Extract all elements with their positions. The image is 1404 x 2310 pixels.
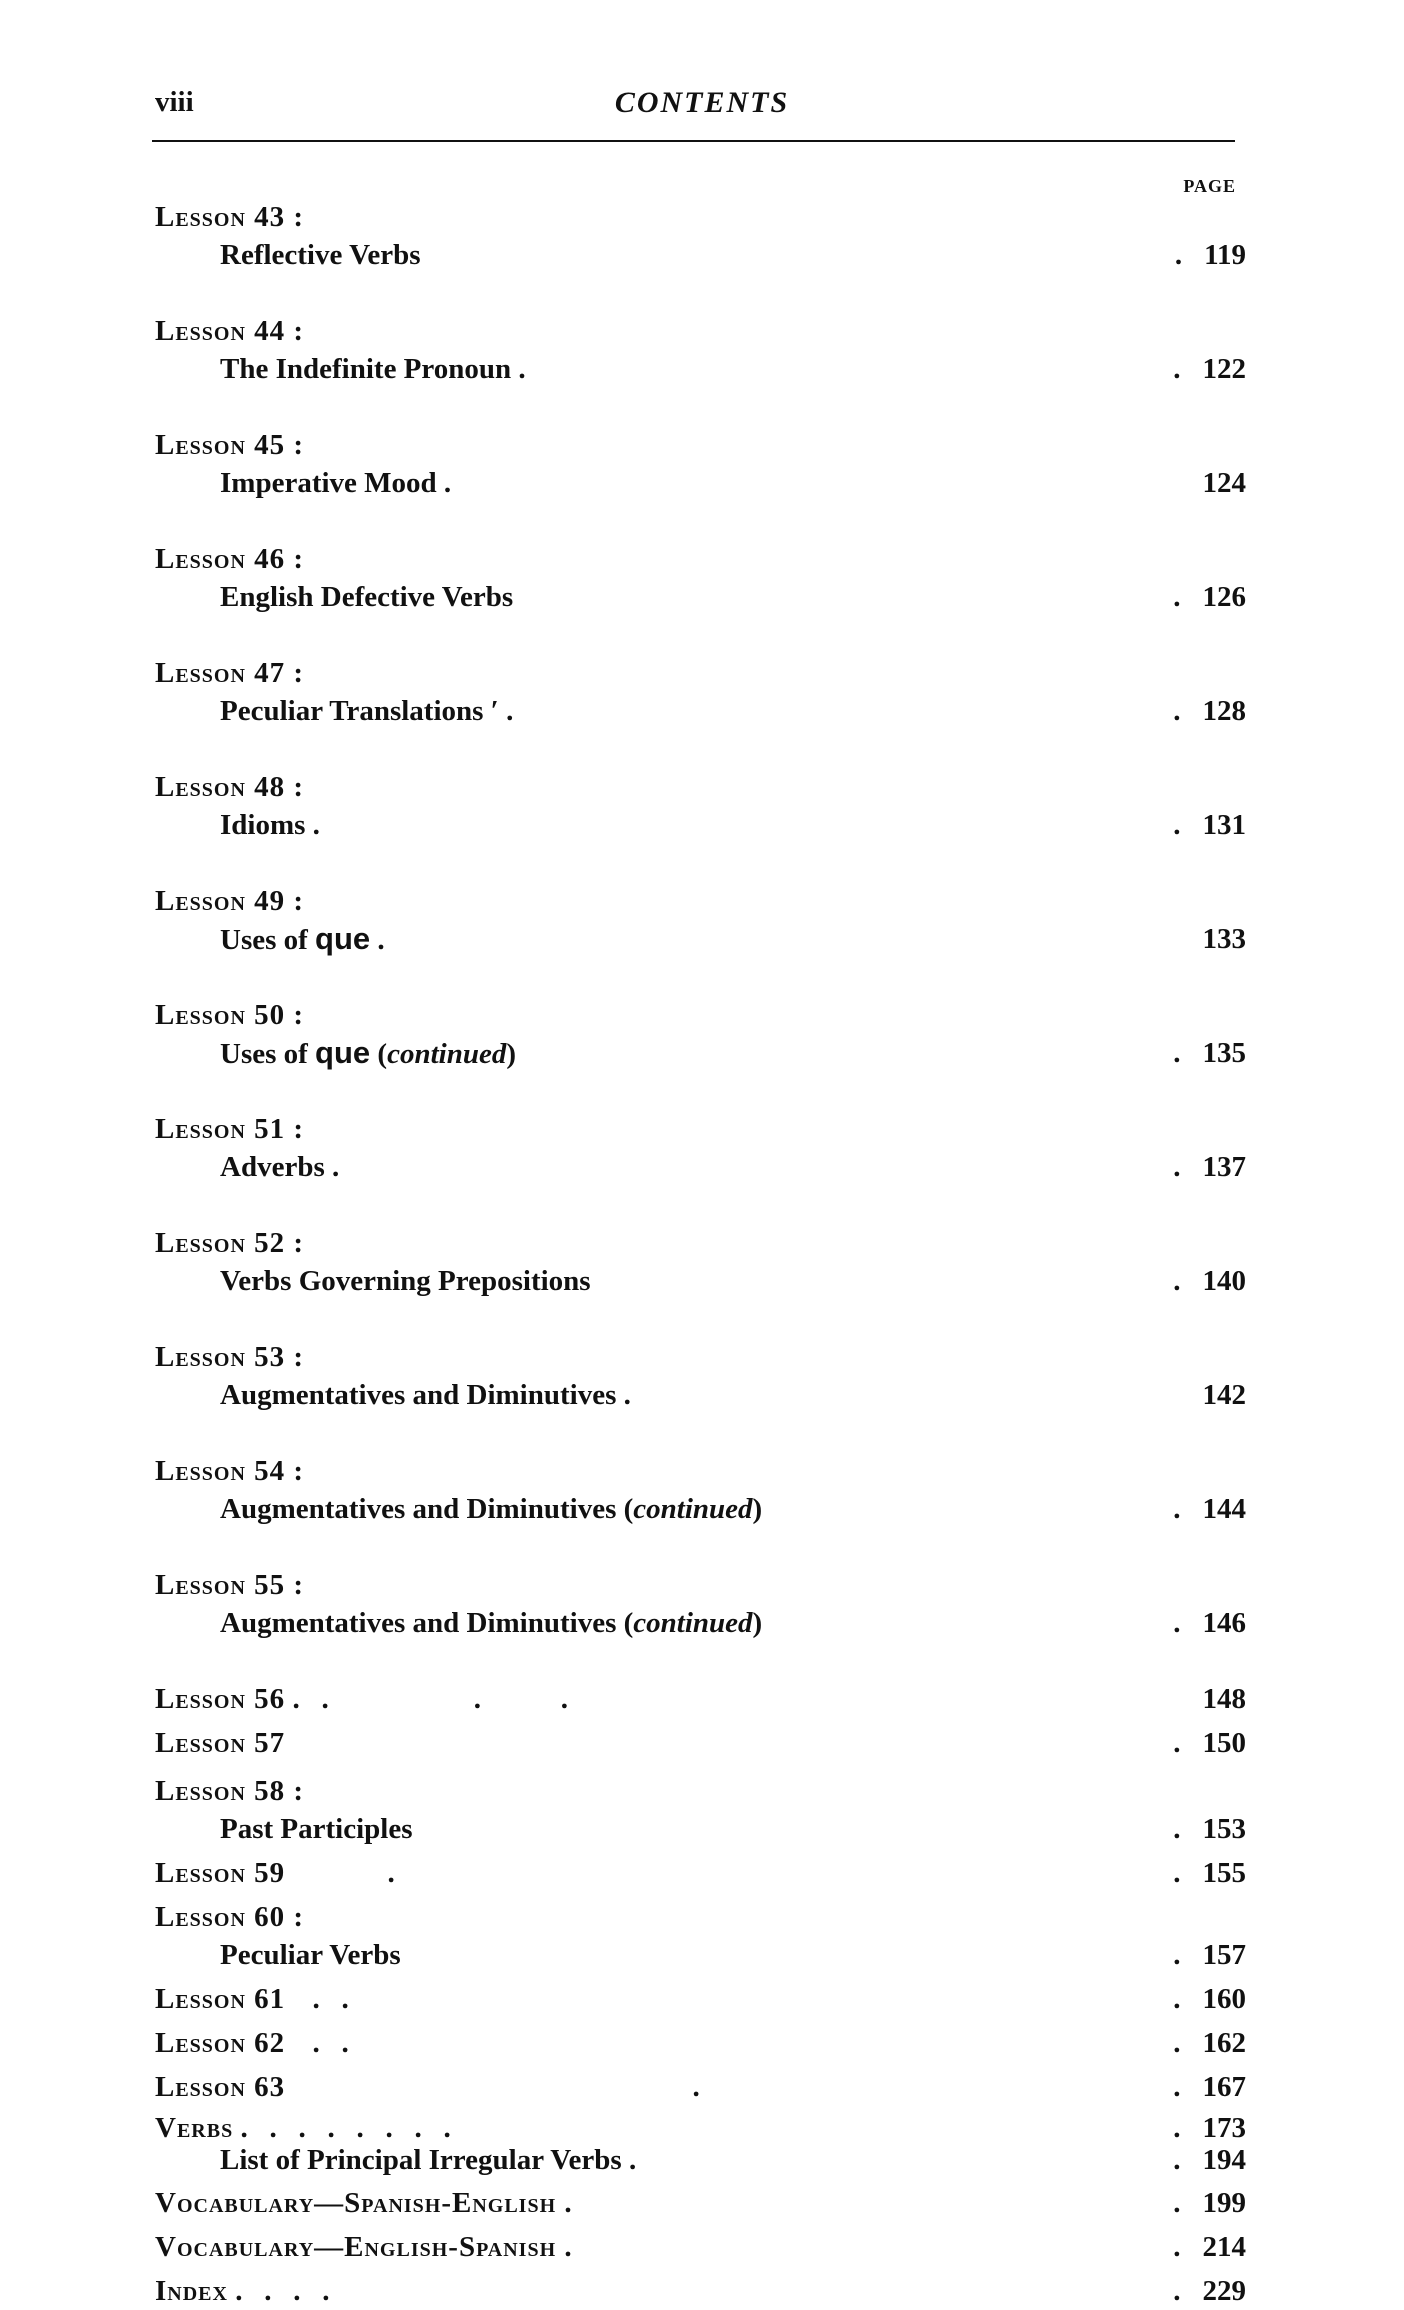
lesson-title: The Indefinite Pronoun . (220, 353, 526, 385)
dot-leader: . (1173, 809, 1181, 841)
dot-leader: . (1173, 1983, 1181, 2015)
toc-entry-lesson-53 (155, 1338, 1246, 1414)
toc-entry-lesson-44 (155, 312, 1246, 388)
toc-entry-lesson-62 (155, 2024, 1246, 2062)
title-text: Uses of (220, 1038, 308, 1070)
toc-entry-vocabulary-english-spanish (155, 2228, 1246, 2266)
page-ref: 162 (1202, 2027, 1246, 2059)
dot-leader: . . . . (235, 2275, 330, 2307)
toc-entry-lesson-55 (155, 1566, 1246, 1642)
page-ref: 167 (1202, 2071, 1246, 2103)
page-ref: 157 (1202, 1939, 1246, 1971)
dot-leader: . (1173, 1857, 1181, 1889)
lesson-heading: Lesson 50 : (155, 999, 305, 1031)
lesson-title: Adverbs . (220, 1151, 340, 1183)
lesson-heading: Lesson 55 : (155, 1569, 305, 1601)
page-ref: 142 (1202, 1379, 1246, 1411)
dot-leader: . (1173, 1037, 1181, 1069)
title-text: Augmentatives and Diminutives (220, 1607, 617, 1639)
section-heading: Vocabulary—Spanish-English . (155, 2187, 573, 2219)
dot-leader: . . (312, 1983, 349, 2015)
page-ref: 160 (1202, 1983, 1246, 2015)
continued-note: continued (633, 1607, 753, 1639)
title-text: Augmentatives and Diminutives (220, 1493, 617, 1525)
lesson-title: Augmentatives and Diminutives . (220, 1379, 631, 1411)
lesson-heading: Lesson 57 (155, 1727, 286, 1759)
subsection-title: List of Principal Irregular Verbs . (220, 2144, 637, 2176)
lesson-heading: Lesson 44 : (155, 315, 305, 347)
dot-leader: . (1173, 2187, 1181, 2219)
section-heading: Vocabulary—English-Spanish . (155, 2231, 573, 2263)
title-trailing-dot: . (370, 924, 385, 956)
lesson-title: Peculiar Translations ′ . (220, 695, 514, 727)
toc-entry-lesson-57 (155, 1724, 1246, 1762)
dot-leader: . . . . . . . . (240, 2112, 451, 2144)
dot-leader: . (1173, 353, 1181, 385)
dot-leader: . (1173, 2144, 1181, 2176)
toc-entry-lesson-51 (155, 1110, 1246, 1186)
lesson-heading: Lesson 51 : (155, 1113, 305, 1145)
page-ref: 119 (1204, 239, 1246, 271)
toc-entry-lesson-52 (155, 1224, 1246, 1300)
continued-note: continued (387, 1038, 507, 1070)
table-of-contents (155, 198, 1246, 2310)
lesson-title: Verbs Governing Prepositions (220, 1265, 591, 1297)
page-ref: 133 (1202, 923, 1246, 955)
toc-entry-lesson-50 (155, 996, 1246, 1072)
lesson-heading: Lesson 52 : (155, 1227, 305, 1259)
lesson-title: English Defective Verbs (220, 581, 514, 613)
dot-leader: . . (312, 2027, 349, 2059)
lesson-heading: Lesson 59 (155, 1857, 286, 1889)
lesson-title: Reflective Verbs (220, 239, 421, 271)
lesson-heading: Lesson 48 : (155, 771, 305, 803)
que-word: que (315, 921, 371, 956)
lesson-heading: Lesson 53 : (155, 1341, 305, 1373)
dot-leader: . (1173, 2027, 1181, 2059)
toc-entry-lesson-48 (155, 768, 1246, 844)
title-text: Uses of (220, 924, 308, 956)
toc-entry-verbs (155, 2112, 1246, 2176)
page-ref: 146 (1202, 1607, 1246, 1639)
toc-entry-lesson-63 (155, 2068, 1246, 2106)
lesson-heading: Lesson 54 : (155, 1455, 305, 1487)
dot-leader: . (1173, 2071, 1181, 2103)
dot-leader: . (1173, 2275, 1181, 2307)
toc-entry-lesson-49 (155, 882, 1246, 958)
dot-leader: . (1173, 695, 1181, 727)
dot-leader: . (1173, 1151, 1181, 1183)
page-ref: 153 (1202, 1813, 1246, 1845)
section-heading: Verbs (155, 2112, 234, 2144)
dot-leader: . (1173, 1493, 1181, 1525)
page-ref: 144 (1202, 1493, 1246, 1525)
dot-leader: . (1173, 2112, 1181, 2144)
page-number: viii (155, 86, 194, 118)
page-ref: 137 (1202, 1151, 1246, 1183)
toc-entry-lesson-47 (155, 654, 1246, 730)
page-ref: 126 (1202, 581, 1246, 613)
lesson-heading: Lesson 62 (155, 2027, 286, 2059)
toc-entry-lesson-46 (155, 540, 1246, 616)
header-rule (152, 140, 1235, 142)
page-ref: 155 (1202, 1857, 1246, 1889)
section-heading: Index (155, 2275, 228, 2307)
toc-entry-lesson-58 (155, 1772, 1246, 1848)
toc-entry-index (155, 2272, 1246, 2310)
dot-leader: . (1173, 1265, 1181, 1297)
toc-entry-lesson-54 (155, 1452, 1246, 1528)
dot-leader: . (1173, 581, 1181, 613)
page-ref: 194 (1202, 2144, 1246, 2176)
page-column-heading: PAGE (1183, 176, 1236, 196)
dot-leader: . (1173, 1727, 1181, 1759)
lesson-heading: Lesson 61 (155, 1983, 286, 2015)
lesson-title (155, 921, 385, 956)
page-ref: 229 (1202, 2275, 1246, 2307)
dot-leader: . (1173, 2231, 1181, 2263)
lesson-heading: Lesson 43 : (155, 201, 305, 233)
page-ref: 128 (1202, 695, 1246, 727)
lesson-heading: Lesson 58 : (155, 1775, 305, 1807)
lesson-title: Augmentatives and Diminutives (continued) (220, 1607, 763, 1639)
lesson-title: Uses of que (continued) (220, 1035, 517, 1070)
toc-entry-vocabulary-spanish-english (155, 2184, 1246, 2222)
lesson-heading: Lesson 47 : (155, 657, 305, 689)
lesson-heading: Lesson 56 (155, 1683, 286, 1715)
lesson-title: Idioms . (220, 809, 320, 841)
lesson-heading: Lesson 60 : (155, 1901, 305, 1933)
dot-leader: . (692, 2071, 700, 2103)
toc-entry-lesson-43 (155, 198, 1246, 274)
continued-note: continued (633, 1493, 753, 1525)
dot-leader: . (1174, 239, 1183, 271)
lesson-title: Peculiar Verbs (220, 1939, 401, 1971)
dot-leader: . (1173, 1939, 1181, 1971)
lesson-title: Imperative Mood . (220, 467, 452, 499)
page-ref: 148 (1202, 1683, 1246, 1715)
page-ref: 122 (1202, 353, 1246, 385)
page-ref: 135 (1202, 1037, 1246, 1069)
page-ref: 173 (1202, 2112, 1246, 2144)
toc-entry-lesson-61 (155, 1980, 1246, 2018)
que-word: que (315, 1035, 371, 1070)
toc-entry-lesson-60 (155, 1898, 1246, 1974)
lesson-heading: Lesson 46 : (155, 543, 305, 575)
page-ref: 214 (1202, 2231, 1246, 2263)
toc-entry-lesson-56 (155, 1680, 1246, 1718)
page-ref: 124 (1202, 467, 1246, 499)
page-ref: 140 (1202, 1265, 1246, 1297)
lesson-heading: Lesson 49 : (155, 885, 305, 917)
running-title: CONTENTS (614, 86, 790, 119)
page-ref: 131 (1202, 809, 1246, 841)
lesson-title: Past Participles (220, 1813, 413, 1845)
lesson-title: Augmentatives and Diminutives (continued) (220, 1493, 763, 1525)
dot-leader: . (387, 1857, 395, 1889)
page-ref: 150 (1202, 1727, 1246, 1759)
dot-leader: . . . . (292, 1683, 568, 1715)
dot-leader: . (1173, 1607, 1181, 1639)
page-ref: 199 (1202, 2187, 1246, 2219)
toc-entry-lesson-59 (155, 1854, 1246, 1892)
toc-entry-lesson-45 (155, 426, 1246, 502)
lesson-heading: Lesson 63 (155, 2071, 286, 2103)
lesson-heading: Lesson 45 : (155, 429, 305, 461)
dot-leader: . (1173, 1813, 1181, 1845)
